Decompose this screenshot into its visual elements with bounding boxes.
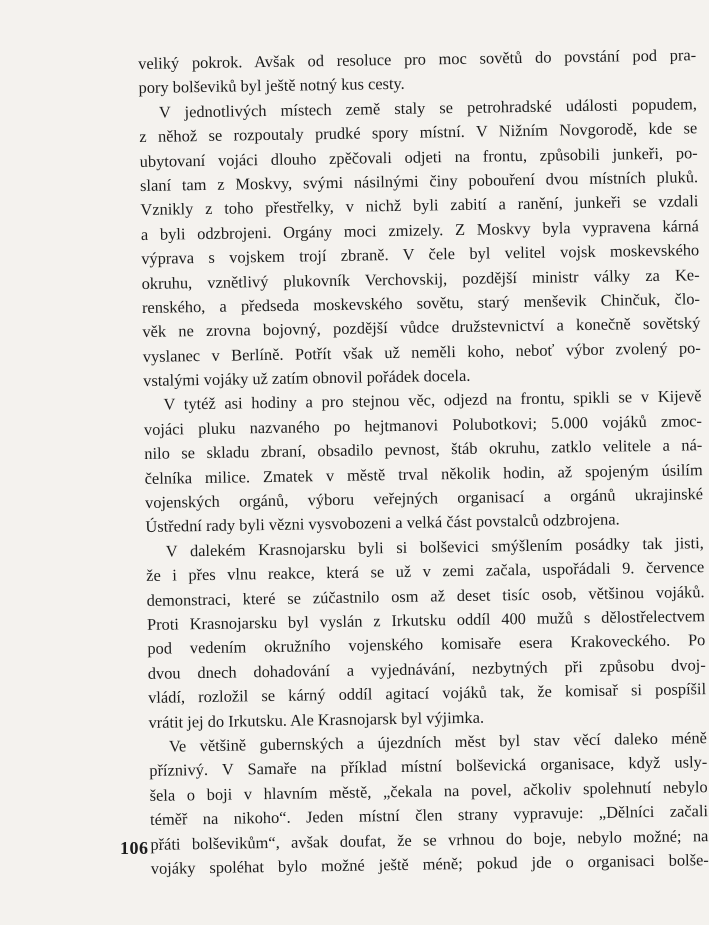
text-line: V dalekém Krasnojarsku byli si bolševici smýšlením posádky tak jisti, <box>165 532 704 561</box>
text-line: Proti Krasnojarsku byl vyslán z Irkutsku oddíl 400 mužů s dělostřelectvem <box>146 606 706 634</box>
text-line: Vznikly z toho přestřelky, v nichž byli zabití a ranění, junkeři se vzdali <box>140 191 699 220</box>
text-line: demonstraci, které se zúčastnilo osm až deset tisíc osob, většinou vojáků. <box>146 581 705 610</box>
text-line: vstalými vojáky už zatím obnovil pořádek docela. <box>143 365 471 391</box>
text-line: slaní tam z Moskvy, svými násilnými činy pobouření dvou místních pluků. <box>139 167 699 195</box>
text-line: renského, a předseda moskevského sovětu, starý menševik Chinčuk, člo- <box>141 289 701 317</box>
text-line: vyslanec v Berlíně. Potřít však už neměli koho, neboť výbor zvolený po- <box>142 337 701 366</box>
text-line: ubytovaní vojáci dlouho zpěčovali odjeti na frontu, způsobili junkeři, po- <box>139 142 698 171</box>
text-line: pory bolševiků byl ještě notný kus cesty. <box>138 74 405 98</box>
text-line: téměř na nikoho“. Jeden místní člen strany vypravuje: „Dělníci začali <box>149 801 709 830</box>
text-line: veliký pokrok. Avšak od resoluce pro moc sovětů do povstání pod pra- <box>138 45 697 73</box>
text-line: vládí, rozložil se kárný oddíl agitací vojáků tak, že komisař si pospíšil <box>147 679 707 708</box>
text-line: a byli odzbrojeni. Orgány moci zmizely. Z Moskvy byla vypravena kárná <box>140 215 699 244</box>
text-line: okruhu, vznětlivý plukovník Verchovskij, pozdější ministr války za Ke- <box>141 264 700 293</box>
text-line: čelníka milice. Zmatek v městě trval několik hodin, až spojeným úsilím <box>144 459 703 488</box>
text-line: věk ne zrovna bojovný, pozdější vůdce družstevnictví a konečně sovětský <box>142 313 701 342</box>
text-line: vrátit jej do Irkutsku. Ale Krasnojarsk byl výjimka. <box>148 707 485 732</box>
page-number: 106 <box>120 838 149 858</box>
text-line: že i přes vlnu reakce, která se už v zemi začala, uspořádali 9. července <box>146 557 705 586</box>
text-line: přáti bolševikům“, avšak doufat, že se vrhnou do boje, nebylo možné; na <box>150 825 709 854</box>
text-line: vojenských orgánů, výboru veřejných organisací a orgánů ukrajinské <box>144 484 704 512</box>
text-line: příznivý. V Samaře na příklad místní bolševická organisace, když usly- <box>149 752 708 781</box>
text-line: vojáci pluku nazvaného po hejtmanovi Polubotkovi; 5.000 vojáků zmoc- <box>143 411 703 439</box>
text-line: vojáky spoléhat bylo možné ještě méně; pokud jde o organisaci bolše- <box>150 850 709 878</box>
text-line: pod vedením okružního vojenského komisaře esera Krakoveckého. Po <box>147 630 706 659</box>
text-line: šela o boji v hlavním městě, „čekala na povel, ačkoliv spolehnutí nebylo <box>149 776 708 805</box>
text-line: V jednotlivých místech země staly se petrohradské události popudem, <box>158 94 698 122</box>
text-line: nilo se skladu zbraní, obsadilo pevnost, štáb okruhu, zatklo velitele a ná- <box>144 435 703 464</box>
text-line: výprava s vojskem trojí zbraně. V čele byl velitel vojsk moskevského <box>141 240 700 269</box>
text-line: Ústřední rady byli vězni vysvobozeni a velká část povstalců odzbrojena. <box>145 509 620 537</box>
text-line: V tytéž asi hodiny a pro stejnou věc, odjezd na frontu, spikli se v Kijevě <box>163 386 702 415</box>
text-line: Ve většině gubernských a újezdních měst byl stav věcí daleko méně <box>168 728 707 756</box>
text-line: dvou dnech dohadování a vyjednávání, nezbytných při způsobu dvoj- <box>147 654 706 683</box>
text-line: z něhož se rozpoutaly prudké spory místní. V Nižním Novgorodě, kde se <box>139 118 698 147</box>
body-text <box>138 43 709 881</box>
